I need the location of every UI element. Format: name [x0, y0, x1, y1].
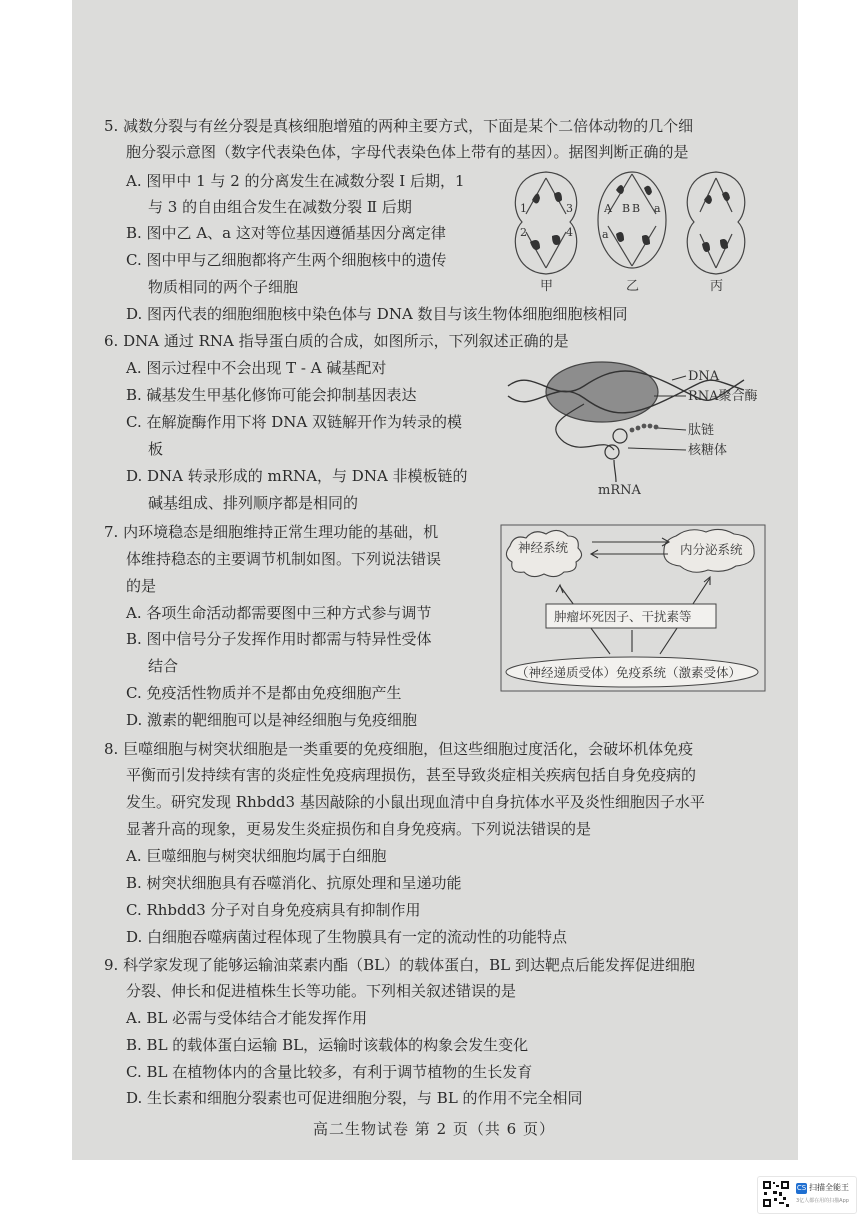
q6-option-b: B. 碱基发生甲基化修饰可能会抑制基因表达	[126, 386, 417, 404]
label-nervous-system: 神经系统	[518, 540, 569, 555]
q7-option-b: B. 图中信号分子发挥作用时都需与特异性受体	[126, 630, 432, 648]
label-bing: 丙	[710, 279, 724, 294]
q5-stem-line-2: 胞分裂示意图（数字代表染色体，字母代表染色体上带有的基因）。据图判断正确的是	[126, 143, 689, 161]
q7-stem-line-3: 的是	[126, 577, 157, 595]
q8-option-b: B. 树突状细胞具有吞噬消化、抗原处理和呈递功能	[126, 874, 462, 892]
q5-option-c-cont: 物质相同的两个子细胞	[148, 278, 299, 296]
mark-4: 4	[566, 226, 573, 239]
badge-title: 扫描全能王	[809, 1183, 849, 1192]
cell-yi-outline	[598, 172, 666, 268]
q8-stem-line-1: 8. 巨噬细胞与树突状细胞是一类重要的免疫细胞，但这些细胞过度活化，会破坏机体免疫	[104, 740, 694, 758]
mark-1: 1	[520, 202, 527, 215]
label-mrna: mRNA	[598, 483, 641, 496]
label-jia: 甲	[540, 279, 554, 294]
q5-option-c: C. 图中甲与乙细胞都将产生两个细胞核中的遗传	[126, 251, 447, 269]
q7-regulation-diagram	[500, 524, 766, 694]
q9-option-a: A. BL 必需与受体结合才能发挥作用	[126, 1009, 368, 1027]
mark-B2: B	[632, 202, 641, 215]
q9-option-d: D. 生长素和细胞分裂素也可促进细胞分裂，与 BL 的作用不完全相同	[126, 1089, 583, 1107]
label-peptide: 肽链	[688, 423, 715, 438]
q8-option-a: A. 巨噬细胞与树突状细胞均属于白细胞	[126, 847, 387, 865]
q8-stem-line-2: 平衡而引发持续有害的炎症性免疫病理损伤，甚至导致炎症相关疾病包括自身免疫病的	[126, 766, 697, 784]
label-immune-system: （神经递质受体）免疫系统（激素受体）	[516, 665, 742, 680]
label-ribosome: 核糖体	[688, 443, 728, 458]
q9-stem-line-1: 9. 科学家发现了能够运输油菜素内酯（BL）的载体蛋白，BL 到达靶点后能发挥促进细胞	[104, 956, 695, 974]
q5-option-a-cont: 与 3 的自由组合发生在减数分裂 Ⅱ 后期	[148, 198, 412, 216]
cell-jia-outline	[515, 172, 576, 274]
q5-option-d: D. 图丙代表的细胞细胞核中染色体与 DNA 数目与该生物体细胞细胞核相同	[126, 305, 628, 323]
q6-option-c: C. 在解旋酶作用下将 DNA 双链解开作为转录的模	[126, 413, 463, 431]
mark-a1: a	[654, 202, 661, 215]
mark-3: 3	[566, 202, 573, 215]
label-rna-polymerase: RNA聚合酶	[688, 389, 758, 404]
exam-page	[72, 0, 798, 1160]
cell-bing-outline	[687, 172, 745, 274]
q8-stem-line-3: 发生。研究发现 Rhbdd3 基因敲除的小鼠出现血清中自身抗体水平及炎性细胞因子水平	[126, 793, 705, 811]
q6-transcription-figure	[504, 356, 784, 496]
mark-A: A	[604, 202, 612, 215]
q8-option-d: D. 白细胞吞噬病菌过程体现了生物膜具有一定的流动性的功能特点	[126, 928, 568, 946]
q6-option-c-cont: 板	[148, 440, 164, 458]
page-footer: 高二生物试卷 第 2 页（共 6 页）	[313, 1120, 555, 1138]
q9-stem-line-2: 分裂、伸长和促进植株生长等功能。下列相关叙述错误的是	[126, 982, 517, 1000]
q7-option-d: D. 激素的靶细胞可以是神经细胞与免疫细胞	[126, 711, 418, 729]
scanner-watermark-badge	[757, 1176, 857, 1214]
q8-option-c: C. Rhbdd3 分子对自身免疫病具有抑制作用	[126, 901, 421, 919]
q5-option-b: B. 图中乙 A、a 这对等位基因遵循基因分离定律	[126, 224, 446, 242]
q6-option-a: A. 图示过程中不会出现 T - A 碱基配对	[126, 359, 387, 377]
q7-option-b-cont: 结合	[148, 657, 179, 675]
q6-option-d-cont: 碱基组成、排列顺序都是相同的	[148, 494, 359, 512]
label-cytokines: 肿瘤坏死因子、干扰素等	[554, 609, 692, 624]
q7-stem-line-2: 体维持稳态的主要调节机制如图。下列说法错误	[126, 550, 442, 568]
q5-cell-division-figure	[504, 164, 764, 294]
q9-option-b: B. BL 的载体蛋白运输 BL，运输时该载体的构象会发生变化	[126, 1036, 529, 1054]
mark-2: 2	[520, 226, 527, 239]
label-endocrine-system: 内分泌系统	[680, 542, 743, 557]
mark-a2: a	[602, 228, 609, 241]
badge-subtitle: 3亿人都在用的扫描App	[796, 1198, 849, 1204]
camscanner-logo: CS	[796, 1184, 807, 1192]
q5-option-a: A. 图甲中 1 与 2 的分离发生在减数分裂 Ⅰ 后期，1	[126, 172, 465, 190]
qr-code-icon	[762, 1180, 790, 1208]
label-dna: DNA	[688, 369, 720, 384]
q8-stem-line-4: 显著升高的现象，更易发生炎症损伤和自身免疫病。下列说法错误的是	[126, 820, 592, 838]
q7-option-c: C. 免疫活性物质并不是都由免疫细胞产生	[126, 684, 402, 702]
q5-stem-line-1: 5. 减数分裂与有丝分裂是真核细胞增殖的两种主要方式，下面是某个二倍体动物的几个细	[104, 117, 694, 135]
label-yi: 乙	[626, 279, 640, 294]
q9-option-c: C. BL 在植物体内的含量比较多，有利于调节植物的生长发育	[126, 1063, 533, 1081]
q7-option-a: A. 各项生命活动都需要图中三种方式参与调节	[126, 604, 432, 622]
q7-stem-line-1: 7. 内环境稳态是细胞维持正常生理功能的基础，机	[104, 523, 439, 541]
q6-stem: 6. DNA 通过 RNA 指导蛋白质的合成，如图所示，下列叙述正确的是	[104, 332, 569, 350]
mark-B1: B	[622, 202, 631, 215]
q6-option-d: D. DNA 转录形成的 mRNA，与 DNA 非模板链的	[126, 467, 468, 485]
